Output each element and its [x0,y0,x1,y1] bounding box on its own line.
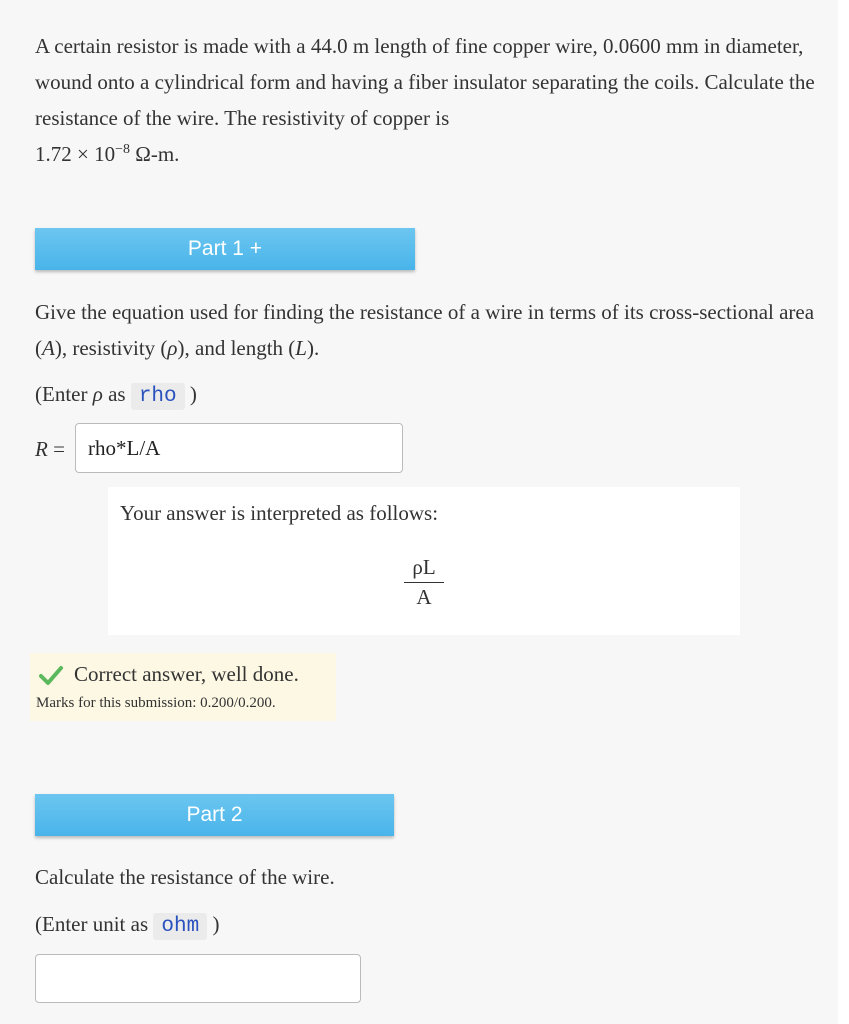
feedback-box [30,653,336,721]
hint-text: ) [184,382,197,406]
feedback-message: Correct answer, well done. [74,662,299,686]
hint-symbol: ρ [92,382,103,406]
hint-text: as [102,382,131,406]
part-1-title: Part 1 + [187,237,263,260]
question-text: ). [306,336,320,360]
check-icon [38,662,64,688]
hint-text: (Enter [35,382,93,406]
sym-area: A [42,336,55,360]
problem-text: A certain resistor is made with a 44.0 m length of fine copper wire, 0.0600 mm in diameter, wound onto a cylindrical form and having a fiber insulator separating the coils. Calculate the resistance of the wire. The resistivity of copper is [35,34,815,130]
question-text: ), and length ( [177,336,296,360]
interpretation-label: Your answer is interpreted as follows: [120,501,439,525]
fraction-denominator: A [416,585,432,609]
fraction-numerator: ρL [404,555,444,583]
resistivity-value: 1.72 × 10 [35,142,116,166]
part-2-hint [35,906,219,945]
resistivity-unit: Ω-m. [130,142,180,166]
answer-variable: R [35,437,48,461]
part-1-hint [35,376,197,415]
question-text: Give the equation used for finding the resistance of a wire in terms of its cross-sectional area ( [35,300,815,360]
hint-text: (Enter unit as [35,912,154,936]
hint-text: ) [207,912,220,936]
answer-value: rho*L/A [88,435,161,460]
part-2-title: Part 2 [186,803,243,826]
part-2-answer-input[interactable] [35,954,361,1003]
interpreted-fraction [404,555,444,610]
hint-code: ohm [153,913,207,940]
hint-code: rho [131,383,185,410]
question-text: ), resistivity ( [54,336,168,360]
part-2-header[interactable] [35,794,394,836]
sym-rho: ρ [167,336,178,360]
answer-equals: = [47,437,65,461]
part-2-question: Calculate the resistance of the wire. [35,865,335,889]
part-1-question [35,294,815,366]
resistivity-exponent: −8 [115,142,130,157]
answer-label [35,431,65,467]
interpretation-box [108,487,740,635]
problem-statement [35,28,825,172]
part-1-answer-input[interactable] [75,423,403,473]
sym-length: L [295,336,307,360]
feedback-marks: Marks for this submission: 0.200/0.200. [36,695,276,711]
part-1-header[interactable] [35,228,415,270]
